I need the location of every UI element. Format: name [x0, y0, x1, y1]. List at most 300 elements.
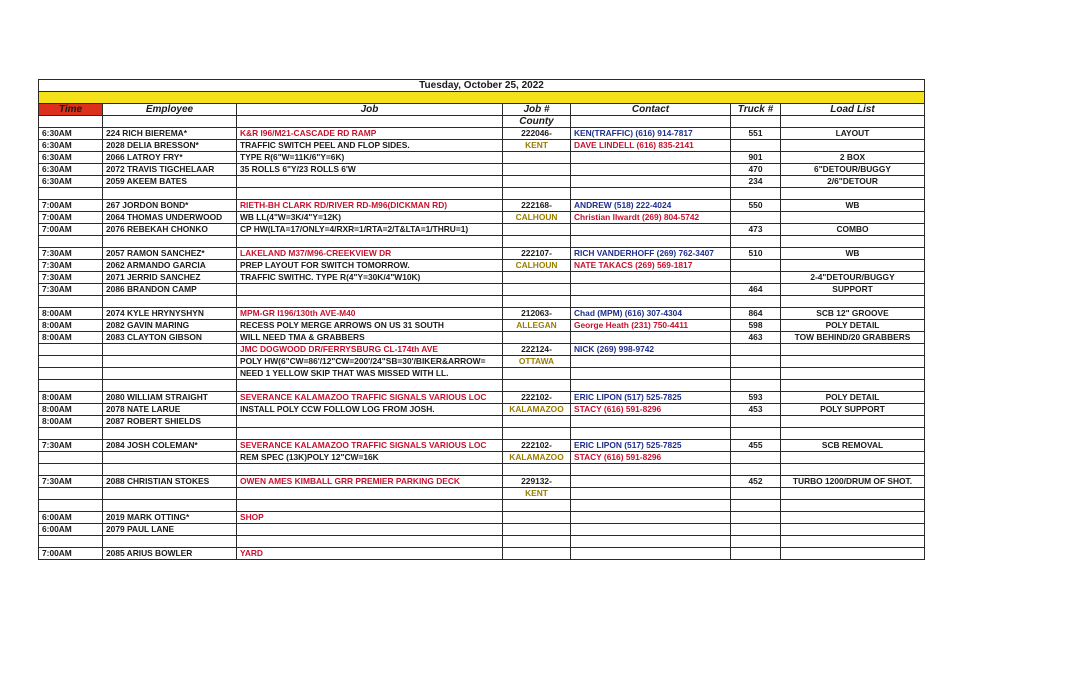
cell-truck	[731, 356, 781, 368]
cell-contact	[571, 152, 731, 164]
empty-cell	[571, 500, 731, 512]
cell-truck	[731, 524, 781, 536]
table-row	[39, 200, 925, 212]
cell-time: 7:30AM	[39, 476, 103, 488]
table-row	[39, 416, 925, 428]
yellow-band-row	[39, 92, 925, 104]
table-row	[39, 368, 925, 380]
empty-cell	[237, 188, 503, 200]
cell-time: 8:00AM	[39, 308, 103, 320]
cell-job-number	[503, 272, 571, 284]
table-row	[39, 152, 925, 164]
schedule-table	[38, 79, 925, 560]
cell-job	[237, 416, 503, 428]
cell-contact	[571, 512, 731, 524]
empty-cell	[571, 236, 731, 248]
table-row	[39, 320, 925, 332]
cell-truck: 455	[731, 440, 781, 452]
cell-employee: 2079 PAUL LANE	[103, 524, 237, 536]
spacer-row	[39, 536, 925, 548]
cell-employee: 2072 TRAVIS TIGCHELAAR	[103, 164, 237, 176]
cell-load-list: POLY DETAIL	[781, 320, 925, 332]
empty-cell	[39, 536, 103, 548]
empty-cell	[103, 236, 237, 248]
cell-employee: 2086 BRANDON CAMP	[103, 284, 237, 296]
cell-job-number: ALLEGAN	[503, 320, 571, 332]
cell-contact	[571, 488, 731, 500]
subheader-blank	[39, 116, 103, 128]
empty-cell	[731, 188, 781, 200]
table-row	[39, 176, 925, 188]
cell-job: SEVERANCE KALAMAZOO TRAFFIC SIGNALS VARIOUS LOC	[237, 440, 503, 452]
cell-truck: 452	[731, 476, 781, 488]
cell-contact: STACY (616) 591-8296	[571, 404, 731, 416]
cell-truck: 598	[731, 320, 781, 332]
cell-time: 6:30AM	[39, 176, 103, 188]
cell-truck	[731, 344, 781, 356]
empty-cell	[731, 428, 781, 440]
spacer-row	[39, 380, 925, 392]
table-row	[39, 248, 925, 260]
empty-cell	[103, 500, 237, 512]
table-row	[39, 284, 925, 296]
cell-load-list	[781, 524, 925, 536]
cell-job-number	[503, 152, 571, 164]
cell-job: RECESS POLY MERGE ARROWS ON US 31 SOUTH	[237, 320, 503, 332]
spacer-row	[39, 428, 925, 440]
cell-time: 7:30AM	[39, 440, 103, 452]
empty-cell	[571, 536, 731, 548]
cell-job-number: 222102-	[503, 440, 571, 452]
cell-contact	[571, 284, 731, 296]
cell-time: 7:30AM	[39, 284, 103, 296]
cell-job: TRAFFIC SWITHC. TYPE R(4"Y=30K/4"W10K)	[237, 272, 503, 284]
cell-truck	[731, 212, 781, 224]
cell-job-number	[503, 284, 571, 296]
empty-cell	[39, 380, 103, 392]
cell-load-list	[781, 344, 925, 356]
header-contact: Contact	[571, 104, 731, 116]
cell-job: LAKELAND M37/M96-CREEKVIEW DR	[237, 248, 503, 260]
table-row	[39, 272, 925, 284]
cell-time: 8:00AM	[39, 332, 103, 344]
cell-load-list: 6"DETOUR/BUGGY	[781, 164, 925, 176]
empty-cell	[781, 500, 925, 512]
empty-cell	[103, 428, 237, 440]
cell-load-list: LAYOUT	[781, 128, 925, 140]
cell-time: 8:00AM	[39, 404, 103, 416]
cell-contact: ERIC LIPON (517) 525-7825	[571, 440, 731, 452]
cell-job-number: 229132-	[503, 476, 571, 488]
subheader-blank	[237, 116, 503, 128]
cell-job	[237, 524, 503, 536]
cell-job-number: 222124-	[503, 344, 571, 356]
cell-time: 8:00AM	[39, 416, 103, 428]
cell-load-list: COMBO	[781, 224, 925, 236]
cell-truck	[731, 260, 781, 272]
cell-job-number: KALAMAZOO	[503, 452, 571, 464]
cell-load-list	[781, 212, 925, 224]
empty-cell	[571, 428, 731, 440]
cell-employee: 2064 THOMAS UNDERWOOD	[103, 212, 237, 224]
table-row	[39, 452, 925, 464]
cell-time: 6:00AM	[39, 512, 103, 524]
cell-time: 6:30AM	[39, 164, 103, 176]
header-employee: Employee	[103, 104, 237, 116]
table-row	[39, 404, 925, 416]
cell-job-number: CALHOUN	[503, 212, 571, 224]
cell-contact	[571, 164, 731, 176]
table-row	[39, 356, 925, 368]
cell-time: 6:30AM	[39, 152, 103, 164]
cell-employee: 2074 KYLE HRYNYSHYN	[103, 308, 237, 320]
cell-job: NEED 1 YELLOW SKIP THAT WAS MISSED WITH LL.	[237, 368, 503, 380]
empty-cell	[237, 536, 503, 548]
empty-cell	[503, 236, 571, 248]
cell-load-list: POLY DETAIL	[781, 392, 925, 404]
cell-load-list	[781, 260, 925, 272]
cell-truck: 453	[731, 404, 781, 416]
cell-contact	[571, 176, 731, 188]
cell-truck	[731, 512, 781, 524]
cell-job-number	[503, 548, 571, 560]
spacer-row	[39, 188, 925, 200]
empty-cell	[781, 188, 925, 200]
cell-job-number: 212063-	[503, 308, 571, 320]
empty-cell	[503, 380, 571, 392]
cell-load-list: WB	[781, 248, 925, 260]
cell-employee: 2087 ROBERT SHIELDS	[103, 416, 237, 428]
table-row	[39, 260, 925, 272]
empty-cell	[731, 500, 781, 512]
cell-truck	[731, 416, 781, 428]
header-job-number: Job #	[503, 104, 571, 116]
cell-load-list: SCB 12" GROOVE	[781, 308, 925, 320]
cell-job-number	[503, 332, 571, 344]
cell-job-number	[503, 224, 571, 236]
cell-truck: 234	[731, 176, 781, 188]
empty-cell	[39, 428, 103, 440]
empty-cell	[503, 188, 571, 200]
table-row	[39, 440, 925, 452]
empty-cell	[731, 464, 781, 476]
cell-job-number	[503, 524, 571, 536]
cell-employee	[103, 452, 237, 464]
empty-cell	[103, 380, 237, 392]
cell-time: 7:00AM	[39, 224, 103, 236]
cell-employee	[103, 488, 237, 500]
cell-load-list: 2-4"DETOUR/BUGGY	[781, 272, 925, 284]
table-row	[39, 392, 925, 404]
spacer-row	[39, 296, 925, 308]
yellow-band	[39, 92, 925, 104]
cell-contact: NATE TAKACS (269) 569-1817	[571, 260, 731, 272]
cell-job-number: KALAMAZOO	[503, 404, 571, 416]
cell-time: 7:30AM	[39, 260, 103, 272]
empty-cell	[103, 296, 237, 308]
cell-contact: Christian Ilwardt (269) 804-5742	[571, 212, 731, 224]
cell-job-number: 222046-	[503, 128, 571, 140]
spacer-row	[39, 500, 925, 512]
cell-job-number	[503, 176, 571, 188]
empty-cell	[237, 236, 503, 248]
table-row	[39, 476, 925, 488]
cell-employee: 2078 NATE LARUE	[103, 404, 237, 416]
cell-job: 35 ROLLS 6"Y/23 ROLLS 6'W	[237, 164, 503, 176]
cell-load-list	[781, 452, 925, 464]
cell-employee: 224 RICH BIEREMA*	[103, 128, 237, 140]
cell-job: WILL NEED TMA & GRABBERS	[237, 332, 503, 344]
empty-cell	[503, 500, 571, 512]
cell-load-list	[781, 488, 925, 500]
table-row	[39, 128, 925, 140]
cell-employee: 2082 GAVIN MARING	[103, 320, 237, 332]
empty-cell	[781, 536, 925, 548]
cell-time: 6:30AM	[39, 128, 103, 140]
header-time: Time	[39, 104, 103, 116]
cell-contact: ANDREW (518) 222-4024	[571, 200, 731, 212]
empty-cell	[237, 464, 503, 476]
header-load-list: Load List	[781, 104, 925, 116]
cell-contact	[571, 272, 731, 284]
empty-cell	[571, 296, 731, 308]
cell-load-list: POLY SUPPORT	[781, 404, 925, 416]
empty-cell	[39, 236, 103, 248]
cell-truck: 864	[731, 308, 781, 320]
cell-truck: 550	[731, 200, 781, 212]
empty-cell	[103, 536, 237, 548]
cell-load-list: TURBO 1200/DRUM OF SHOT.	[781, 476, 925, 488]
table-row	[39, 164, 925, 176]
table-row	[39, 212, 925, 224]
cell-time: 6:00AM	[39, 524, 103, 536]
empty-cell	[781, 428, 925, 440]
empty-cell	[503, 296, 571, 308]
cell-employee: 2059 AKEEM BATES	[103, 176, 237, 188]
cell-contact	[571, 524, 731, 536]
table-row	[39, 524, 925, 536]
cell-job: POLY HW(6"CW=86'/12"CW=200'/24"SB=30'/BIKER&ARROW=	[237, 356, 503, 368]
cell-job: SHOP	[237, 512, 503, 524]
cell-employee: 2088 CHRISTIAN STOKES	[103, 476, 237, 488]
cell-truck	[731, 272, 781, 284]
cell-truck: 464	[731, 284, 781, 296]
cell-contact: DAVE LINDELL (616) 835-2141	[571, 140, 731, 152]
empty-cell	[503, 464, 571, 476]
empty-cell	[237, 380, 503, 392]
cell-job-number	[503, 164, 571, 176]
cell-job	[237, 284, 503, 296]
cell-contact	[571, 224, 731, 236]
cell-contact: STACY (616) 591-8296	[571, 452, 731, 464]
cell-job-number	[503, 512, 571, 524]
cell-job-number: 222107-	[503, 248, 571, 260]
empty-cell	[571, 380, 731, 392]
subheader-blank	[731, 116, 781, 128]
cell-contact	[571, 356, 731, 368]
cell-job: SEVERANCE KALAMAZOO TRAFFIC SIGNALS VARIOUS LOC	[237, 392, 503, 404]
cell-job: RIETH-BH CLARK RD/RIVER RD-M96(DICKMAN RD)	[237, 200, 503, 212]
cell-truck	[731, 140, 781, 152]
table-row	[39, 344, 925, 356]
cell-truck: 473	[731, 224, 781, 236]
cell-truck	[731, 368, 781, 380]
empty-cell	[39, 188, 103, 200]
cell-truck: 901	[731, 152, 781, 164]
cell-employee	[103, 368, 237, 380]
table-row	[39, 488, 925, 500]
cell-truck: 551	[731, 128, 781, 140]
cell-job-number	[503, 368, 571, 380]
empty-cell	[39, 464, 103, 476]
cell-employee: 2071 JERRID SANCHEZ	[103, 272, 237, 284]
cell-load-list: WB	[781, 200, 925, 212]
cell-load-list	[781, 548, 925, 560]
cell-job-number: OTTAWA	[503, 356, 571, 368]
cell-employee	[103, 356, 237, 368]
table-row	[39, 548, 925, 560]
cell-job: TRAFFIC SWITCH PEEL AND FLOP SIDES.	[237, 140, 503, 152]
cell-load-list	[781, 416, 925, 428]
cell-job-number: CALHOUN	[503, 260, 571, 272]
cell-job-number: 222102-	[503, 392, 571, 404]
empty-cell	[731, 380, 781, 392]
cell-employee: 267 JORDON BOND*	[103, 200, 237, 212]
cell-contact: George Heath (231) 750-4411	[571, 320, 731, 332]
table-row	[39, 332, 925, 344]
empty-cell	[237, 428, 503, 440]
cell-time: 8:00AM	[39, 320, 103, 332]
cell-load-list: SUPPORT	[781, 284, 925, 296]
cell-job-number: 222168-	[503, 200, 571, 212]
cell-employee	[103, 344, 237, 356]
cell-time	[39, 344, 103, 356]
cell-truck	[731, 452, 781, 464]
empty-cell	[237, 500, 503, 512]
cell-employee: 2084 JOSH COLEMAN*	[103, 440, 237, 452]
cell-job: REM SPEC (13K)POLY 12"CW=16K	[237, 452, 503, 464]
empty-cell	[39, 296, 103, 308]
cell-time: 8:00AM	[39, 392, 103, 404]
cell-job: TYPE R(6"W=11K/6"Y=6K)	[237, 152, 503, 164]
cell-contact	[571, 548, 731, 560]
cell-contact: ERIC LIPON (517) 525-7825	[571, 392, 731, 404]
header-job: Job	[237, 104, 503, 116]
header-row	[39, 104, 925, 116]
empty-cell	[571, 188, 731, 200]
cell-job: MPM-GR I196/130th AVE-M40	[237, 308, 503, 320]
cell-time: 7:30AM	[39, 248, 103, 260]
empty-cell	[103, 464, 237, 476]
cell-job: PREP LAYOUT FOR SWITCH TOMORROW.	[237, 260, 503, 272]
spacer-row	[39, 236, 925, 248]
empty-cell	[731, 236, 781, 248]
cell-employee: 2057 RAMON SANCHEZ*	[103, 248, 237, 260]
cell-employee: 2066 LATROY FRY*	[103, 152, 237, 164]
cell-truck: 510	[731, 248, 781, 260]
cell-load-list	[781, 140, 925, 152]
cell-contact	[571, 476, 731, 488]
cell-time	[39, 488, 103, 500]
cell-time: 7:00AM	[39, 548, 103, 560]
subheader-row	[39, 116, 925, 128]
subheader-blank	[781, 116, 925, 128]
cell-load-list: 2 BOX	[781, 152, 925, 164]
schedule-body	[39, 80, 925, 560]
cell-employee: 2083 CLAYTON GIBSON	[103, 332, 237, 344]
cell-contact: NICK (269) 998-9742	[571, 344, 731, 356]
table-row	[39, 224, 925, 236]
table-row	[39, 140, 925, 152]
empty-cell	[731, 536, 781, 548]
table-row	[39, 308, 925, 320]
cell-job: YARD	[237, 548, 503, 560]
cell-contact	[571, 332, 731, 344]
cell-contact: KEN(TRAFFIC) (616) 914-7817	[571, 128, 731, 140]
spacer-row	[39, 464, 925, 476]
cell-time	[39, 356, 103, 368]
title-row	[39, 80, 925, 92]
cell-time	[39, 452, 103, 464]
cell-contact: Chad (MPM) (616) 307-4304	[571, 308, 731, 320]
cell-job-number: KENT	[503, 140, 571, 152]
cell-load-list	[781, 368, 925, 380]
cell-truck: 463	[731, 332, 781, 344]
cell-job-number	[503, 416, 571, 428]
empty-cell	[781, 464, 925, 476]
cell-load-list	[781, 356, 925, 368]
cell-job: CP HW(LTA=17/ONLY=4/RXR=1/RTA=2/T&LTA=1/THRU=1)	[237, 224, 503, 236]
cell-load-list: TOW BEHIND/20 GRABBERS	[781, 332, 925, 344]
empty-cell	[103, 188, 237, 200]
cell-employee: 2076 REBEKAH CHONKO	[103, 224, 237, 236]
empty-cell	[503, 428, 571, 440]
cell-load-list	[781, 512, 925, 524]
empty-cell	[39, 500, 103, 512]
table-row	[39, 512, 925, 524]
cell-contact: RICH VANDERHOFF (269) 762-3407	[571, 248, 731, 260]
schedule-date-title: Tuesday, October 25, 2022	[39, 80, 925, 92]
cell-time: 6:30AM	[39, 140, 103, 152]
subheader-blank	[103, 116, 237, 128]
cell-truck: 470	[731, 164, 781, 176]
cell-job: K&R I96/M21-CASCADE RD RAMP	[237, 128, 503, 140]
cell-employee: 2019 MARK OTTING*	[103, 512, 237, 524]
empty-cell	[781, 296, 925, 308]
cell-truck	[731, 548, 781, 560]
cell-time: 7:00AM	[39, 212, 103, 224]
empty-cell	[503, 536, 571, 548]
subheader-blank	[571, 116, 731, 128]
cell-employee: 2080 WILLIAM STRAIGHT	[103, 392, 237, 404]
cell-truck: 593	[731, 392, 781, 404]
cell-time	[39, 368, 103, 380]
cell-time: 7:00AM	[39, 200, 103, 212]
empty-cell	[237, 296, 503, 308]
cell-job	[237, 176, 503, 188]
cell-contact	[571, 416, 731, 428]
empty-cell	[731, 296, 781, 308]
cell-employee: 2062 ARMANDO GARCIA	[103, 260, 237, 272]
cell-job: JMC DOGWOOD DR/FERRYSBURG CL-174th AVE	[237, 344, 503, 356]
cell-employee: 2085 ARIUS BOWLER	[103, 548, 237, 560]
empty-cell	[781, 380, 925, 392]
empty-cell	[571, 464, 731, 476]
header-county: County	[503, 116, 571, 128]
cell-job: INSTALL POLY CCW FOLLOW LOG FROM JOSH.	[237, 404, 503, 416]
cell-contact	[571, 368, 731, 380]
empty-cell	[781, 236, 925, 248]
